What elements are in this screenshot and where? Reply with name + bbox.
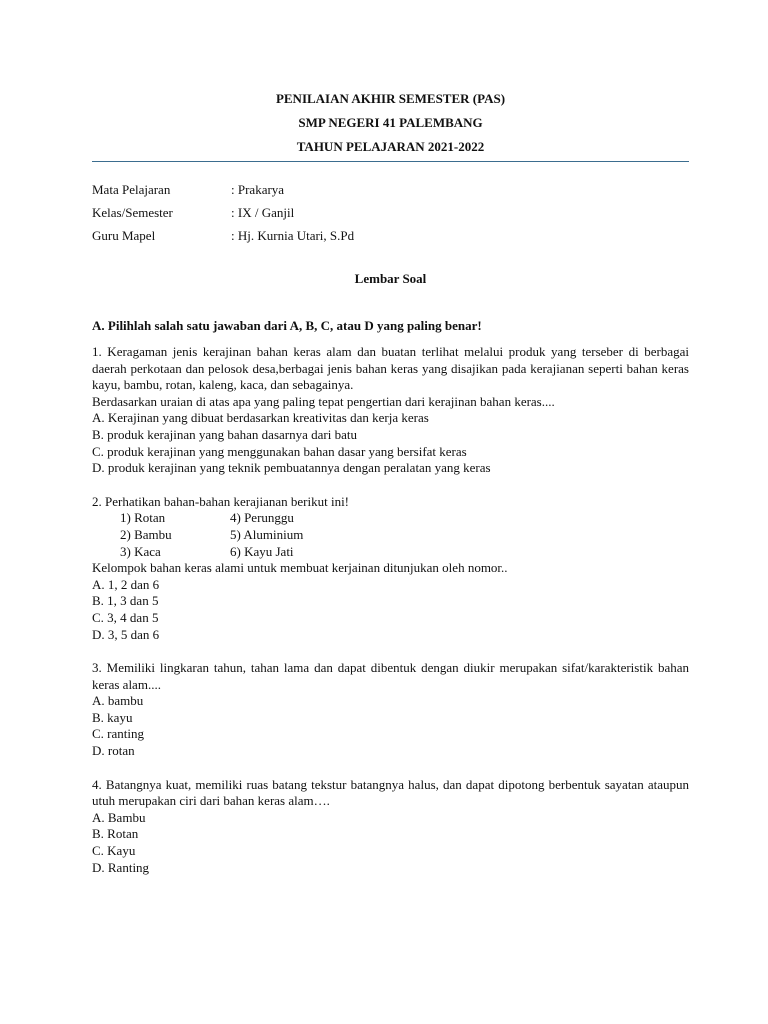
question-text: 3. Memiliki lingkaran tahun, tahan lama dan dapat dibentuk dengan diukir merupakan sifat/karakteristik bahan keras alam.... [92,660,689,692]
question-2 [92,494,689,643]
document-header [92,87,689,159]
material-item: 5) Aluminium [230,526,304,542]
answer-option: C. produk kerajinan yang menggunakan bahan dasar yang bersifat keras [92,443,467,459]
answer-option: A. Kerajinan yang dibuat berdasarkan kreativitas dan kerja keras [92,410,429,426]
question-prompt: Berdasarkan uraian di atas apa yang paling tepat pengertian dari kerajinan bahan keras.... [92,393,555,409]
question-prompt: Kelompok bahan keras alami untuk membuat kerjainan ditunjukan oleh nomor.. [92,560,508,576]
answer-option: A. bambu [92,693,144,709]
header-divider [92,161,689,162]
exam-info [92,178,689,247]
school-name: SMP NEGERI 41 PALEMBANG [298,115,483,130]
material-item: 2) Bambu [120,526,172,542]
question-1 [92,344,689,477]
exam-title: PENILAIAN AKHIR SEMESTER (PAS) [275,91,506,106]
answer-option: B. 1, 3 dan 5 [92,593,159,609]
answer-option: A. 1, 2 dan 6 [92,576,160,592]
info-label: Kelas/Semester [92,205,173,220]
info-label: Guru Mapel [92,228,156,243]
sheet-title: Lembar Soal [354,271,427,286]
info-value: : Prakarya [231,182,285,197]
question-3 [92,660,689,760]
info-row-teacher [92,224,689,247]
answer-option: D. rotan [92,743,135,759]
answer-option: C. 3, 4 dan 5 [92,609,159,625]
material-item: 1) Rotan [120,510,166,526]
material-row [92,544,689,561]
material-row [92,527,689,544]
question-text: 2. Perhatikan bahan-bahan kerajianan berikut ini! [92,493,350,509]
question-list [92,344,689,876]
info-value: : Hj. Kurnia Utari, S.Pd [231,228,355,243]
info-label: Mata Pelajaran [92,182,171,197]
answer-option: D. Ranting [92,859,150,875]
info-value: : IX / Ganjil [231,205,295,220]
answer-option: D. produk kerajinan yang teknik pembuatannya dengan peralatan yang keras [92,460,491,476]
answer-option: B. kayu [92,709,133,725]
material-item: 3) Kaca [120,543,161,559]
material-row [92,510,689,527]
answer-option: B. Rotan [92,826,139,842]
answer-option: D. 3, 5 dan 6 [92,626,160,642]
question-4 [92,777,689,877]
answer-option: A. Bambu [92,809,146,825]
info-row-class [92,201,689,224]
answer-option: C. Kayu [92,843,136,859]
material-item: 6) Kayu Jati [230,543,294,559]
info-row-subject [92,178,689,201]
question-text: 4. Batangnya kuat, memiliki ruas batang tekstur batangnya halus, dan dapat dipotong berbentuk sayatan ataupun utuh merupakan ciri dari bahan keras alam…. [92,776,689,809]
answer-option: B. produk kerajinan yang bahan dasarnya dari batu [92,426,357,442]
section-a-instruction: A. Pilihlah salah satu jawaban dari A, B, C, atau D yang paling benar! [92,318,482,333]
material-item: 4) Perunggu [230,510,294,526]
academic-year: TAHUN PELAJARAN 2021-2022 [296,139,485,154]
question-text: 1. Keragaman jenis kerajinan bahan keras alam dan buatan terlihat melalui produk yang terseber di berbagai daerah perkotaan dan pelosok desa,berbagai jenis bahan keras yang disajikan pada kerajianan seperti bahan keras kayu, bambu, rotan, kaleng, kaca, dan sebagainya. [92,344,689,393]
answer-option: C. ranting [92,726,144,742]
